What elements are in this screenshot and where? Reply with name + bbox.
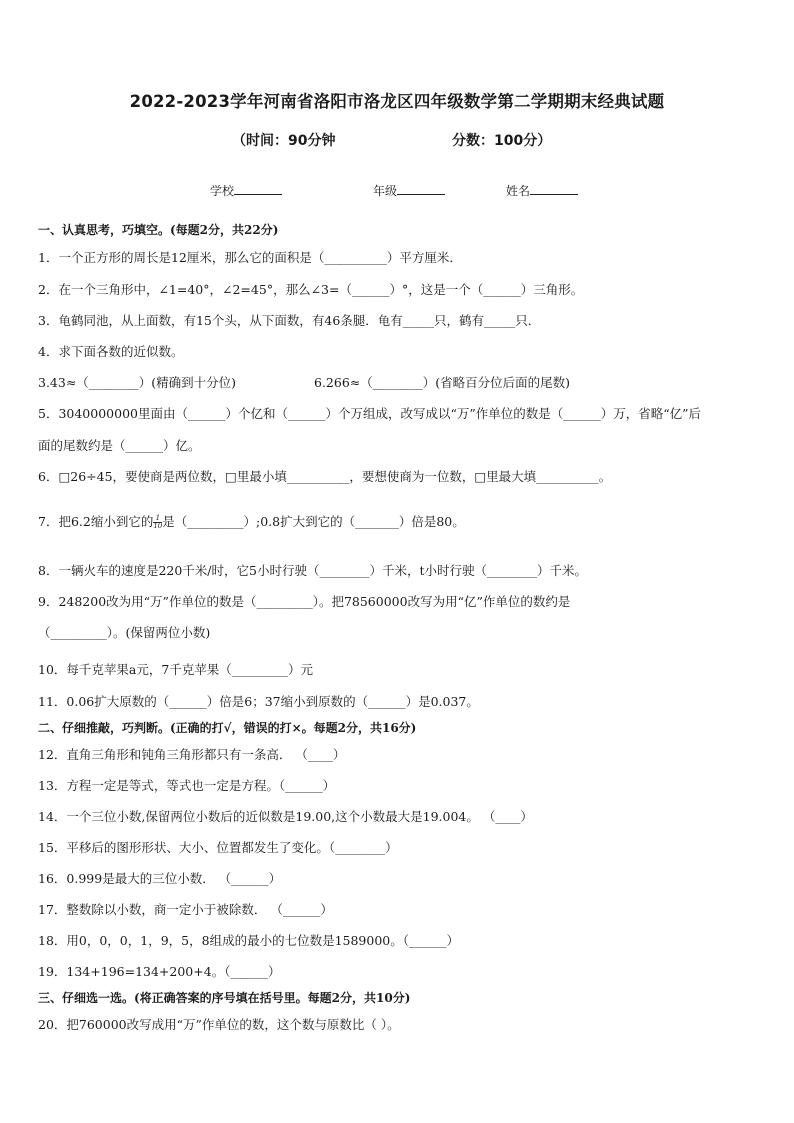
question-9-line-1: 9．248200改为用“万”作单位的数是（_________）。把78560000改写为用“亿”作单位的数约是 <box>38 594 571 609</box>
section-3-title: 三、仔细选一选。(将正确答案的序号填在括号里。每题2分，共10分) <box>38 991 411 1005</box>
grade-field <box>373 182 445 199</box>
section-1-title: 一、认真思考，巧填空。(每题2分，共22分) <box>38 223 279 237</box>
name-field <box>506 182 578 199</box>
question-4a: 3.43≈（________）(精确到十分位) <box>38 375 237 390</box>
fraction-one-tenth <box>153 515 162 530</box>
question-17: 17．整数除以小数，商一定小于被除数． （______） <box>38 902 333 917</box>
question-16: 16．0.999是最大的三位小数． （______） <box>38 871 282 886</box>
fraction-numerator: 1 <box>153 515 162 523</box>
question-13: 13．方程一定是等式，等式也一定是方程。（______） <box>38 778 336 793</box>
question-10: 10．每千克苹果a元，7千克苹果（_________）元 <box>38 662 314 677</box>
question-4b: 6.266≈（________）(省略百分位后面的尾数) <box>314 375 571 390</box>
question-3: 3．龟鹤同池，从上面数，有15个头，从下面数，有46条腿．龟有_____只，鹤有_____只． <box>38 313 541 328</box>
grade-blank[interactable] <box>397 182 445 195</box>
school-field <box>210 182 282 199</box>
school-label: 学校 <box>210 184 235 198</box>
question-15: 15．平移后的图形形状、大小、位置都发生了变化。（________） <box>38 840 398 855</box>
question-7 <box>38 514 465 530</box>
question-2: 2．在一个三角形中，∠1=40°，∠2=45°，那么∠3=（______）°，这是一个（______）三角形。 <box>38 282 584 297</box>
name-blank[interactable] <box>530 182 578 195</box>
school-blank[interactable] <box>234 182 282 195</box>
question-12: 12．直角三角形和钝角三角形都只有一条高． （____） <box>38 747 346 762</box>
section-2-title: 二、仔细推敲，巧判断。(正确的打√，错误的打×。每题2分，共16分) <box>38 721 417 735</box>
question-9-line-2: （_________）。(保留两位小数) <box>38 625 211 640</box>
question-7-suffix: 是（_________）;0.8扩大到它的（_______）倍是80。 <box>162 514 465 529</box>
question-8: 8．一辆火车的速度是220千米/时，它5小时行驶（________）千米，t小时行驶（________）千米。 <box>38 563 588 578</box>
exam-time: （时间：90分钟 <box>232 133 336 149</box>
question-1: 1．一个正方形的周长是12厘米，那么它的面积是（__________）平方厘米． <box>38 250 462 265</box>
question-20: 20．把760000改写成用“万”作单位的数，这个数与原数比（ ）。 <box>38 1017 400 1032</box>
question-4: 4．求下面各数的近似数。 <box>38 344 184 359</box>
page-title: 2022-2023学年河南省洛阳市洛龙区四年级数学第二学期期末经典试题 <box>129 92 665 111</box>
question-6: 6．□26÷45，要使商是两位数，□里最小填__________，要想使商为一位数，□里最大填__________。 <box>38 469 612 484</box>
question-7-prefix: 7．把6.2缩小到它的 <box>38 514 154 529</box>
question-5-line-1: 5．3040000000里面由（______）个亿和（______）个万组成，改写成以“万”作单位的数是（______）万，省略“亿”后 <box>38 406 702 421</box>
grade-label: 年级 <box>373 184 398 198</box>
question-18: 18．用0，0，0，1，9，5，8组成的最小的七位数是1589000。（______） <box>38 933 459 948</box>
exam-score: 分数：100分） <box>452 133 552 149</box>
question-5-line-2: 面的尾数约是（______）亿。 <box>38 438 201 453</box>
question-19: 19．134+196=134+200+4。（______） <box>38 964 281 979</box>
name-label: 姓名 <box>506 184 531 198</box>
question-11: 11．0.06扩大原数的（______）倍是6；37缩小到原数的（______）是0.037。 <box>38 694 479 709</box>
fraction-denominator: 10 <box>153 522 163 530</box>
question-14: 14．一个三位小数,保留两位小数后的近似数是19.00,这个小数最大是19.004。 （____） <box>38 809 533 824</box>
